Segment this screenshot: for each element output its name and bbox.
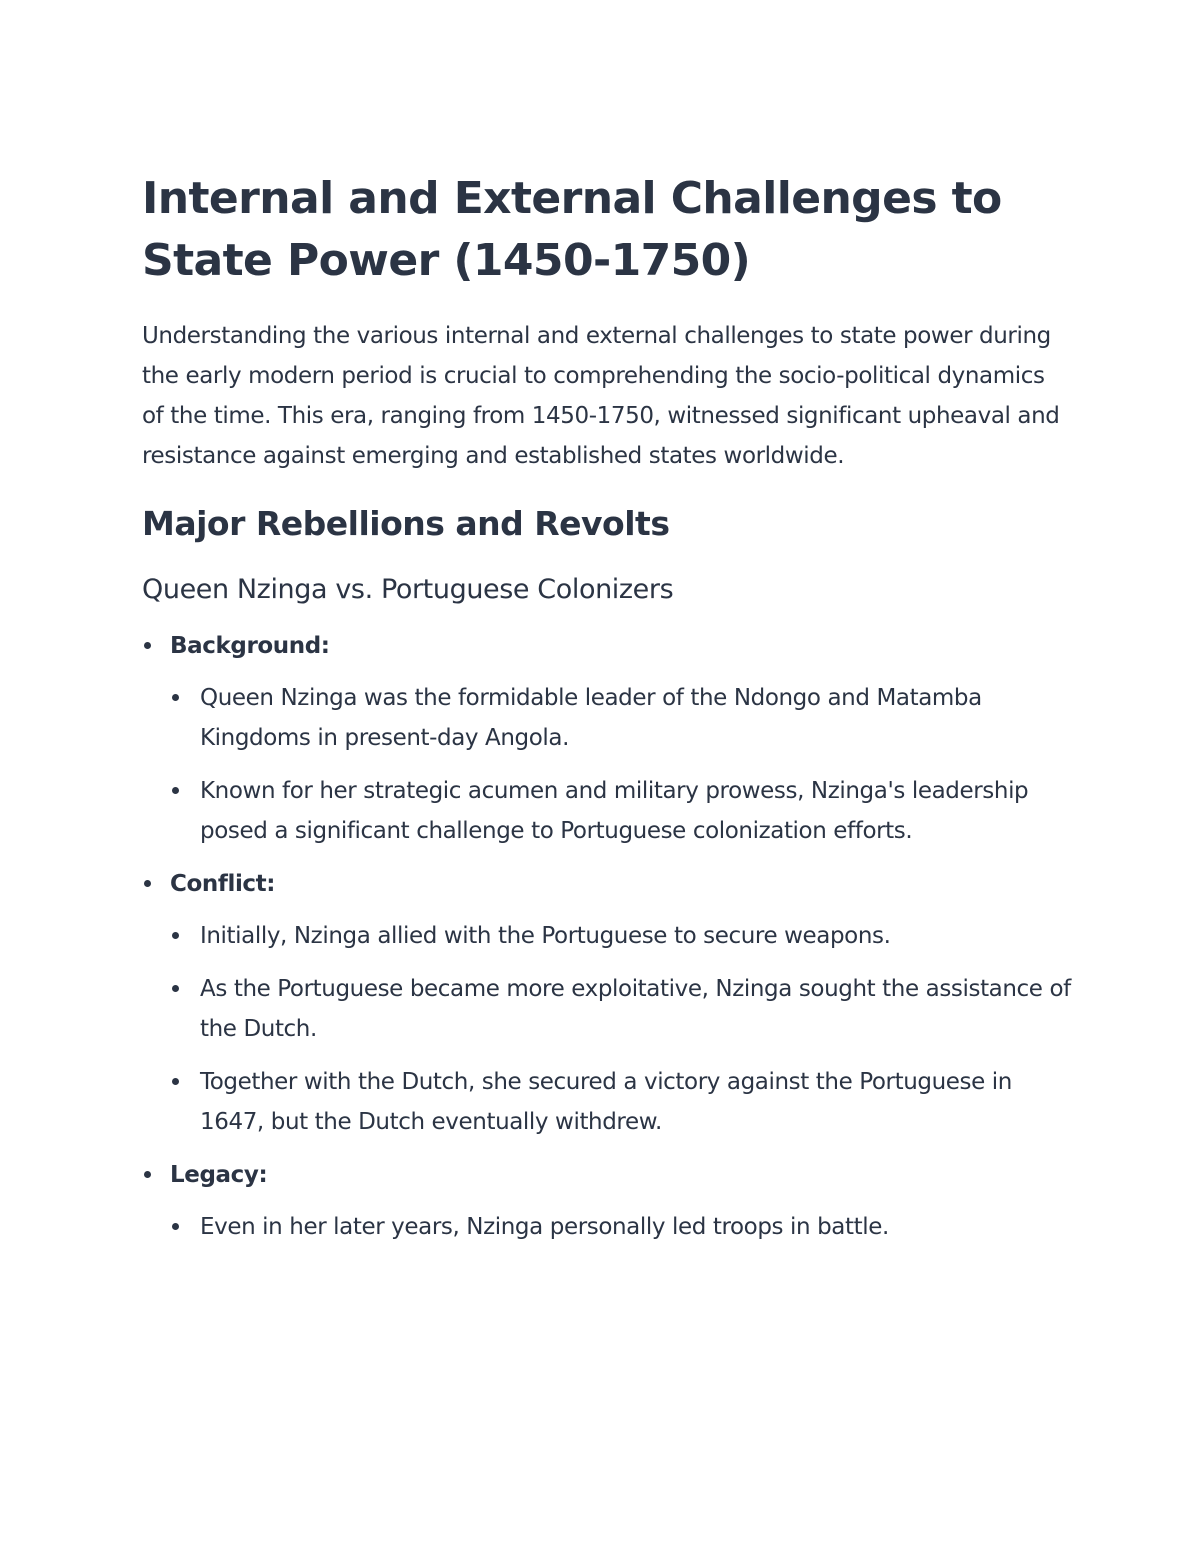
- list-item-text: As the Portuguese became more exploitative, Nzinga sought the assistance of the Dutch.: [200, 976, 1071, 1042]
- bullet-icon: [172, 932, 179, 939]
- list-item: [170, 678, 1072, 758]
- list-item: [170, 916, 1072, 956]
- bullet-icon: [144, 1171, 151, 1178]
- bullet-icon: [172, 1223, 179, 1230]
- bullet-icon: [144, 642, 151, 649]
- list-item-text: Known for her strategic acumen and military prowess, Nzinga's leadership posed a significant challenge to Portuguese colonization efforts.: [200, 778, 1029, 844]
- list-item-text: Initially, Nzinga allied with the Portuguese to secure weapons.: [200, 923, 891, 949]
- bullet-icon: [144, 880, 151, 887]
- point-list: [170, 1207, 1072, 1247]
- topic-label: Legacy:: [170, 1162, 268, 1188]
- point-list: [170, 916, 1072, 1142]
- point-list: [170, 678, 1072, 851]
- list-item-text: Together with the Dutch, she secured a victory against the Portuguese in 1647, but the Dutch eventually withdrew.: [200, 1069, 1012, 1135]
- list-item: [170, 771, 1072, 851]
- bullet-icon: [172, 694, 179, 701]
- list-item-text: Even in her later years, Nzinga personally led troops in battle.: [200, 1214, 889, 1240]
- bullet-icon: [172, 985, 179, 992]
- intro-paragraph: Understanding the various internal and external challenges to state power during the early modern period is crucial to comprehending the socio-political dynamics of the time. This era, ranging from 1450-1750, witnessed significant upheaval and resistance against emerging and established states worldwide.: [142, 323, 1060, 469]
- topic-label: Conflict:: [170, 871, 276, 897]
- topic-label: Background:: [170, 633, 330, 659]
- bullet-icon: [172, 787, 179, 794]
- topic-list: [142, 626, 1072, 1247]
- document-page: [142, 168, 1072, 1260]
- bullet-icon: [172, 1078, 179, 1085]
- list-item-text: Queen Nzinga was the formidable leader of the Ndongo and Matamba Kingdoms in present-day Angola.: [200, 685, 982, 751]
- page-title: Internal and External Challenges to State Power (1450-1750): [142, 173, 1002, 286]
- list-item: [170, 1207, 1072, 1247]
- topic-item-conflict: [142, 864, 1072, 1142]
- topic-item-background: [142, 626, 1072, 851]
- subsection-heading: Queen Nzinga vs. Portuguese Colonizers: [142, 574, 674, 605]
- section-heading: Major Rebellions and Revolts: [142, 504, 670, 543]
- list-item: [170, 969, 1072, 1049]
- topic-item-legacy: [142, 1155, 1072, 1247]
- list-item: [170, 1062, 1072, 1142]
